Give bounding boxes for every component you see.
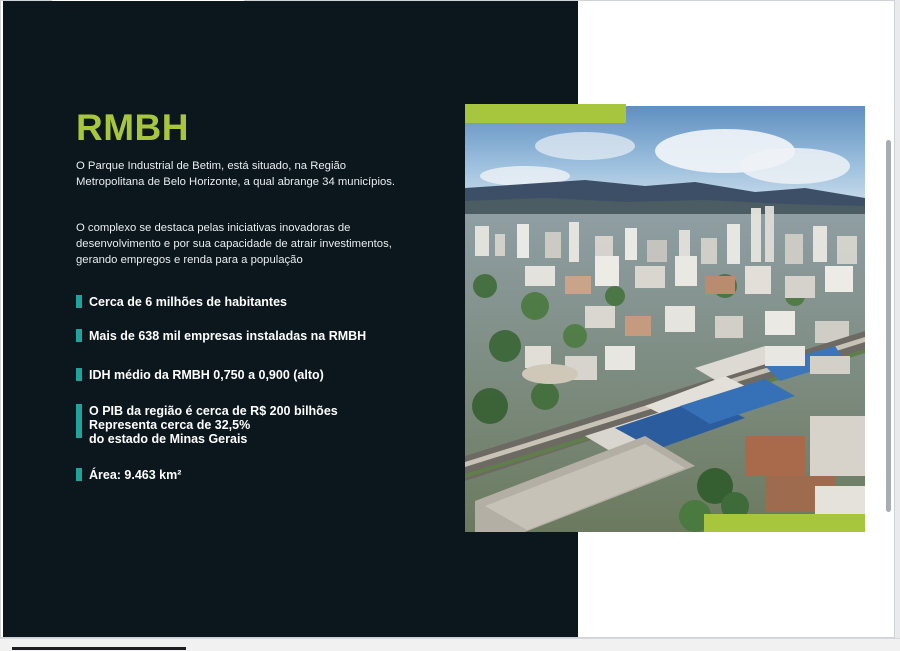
bullet-marker — [76, 295, 82, 308]
bullet-marker — [76, 329, 82, 342]
city-illustration — [465, 106, 865, 532]
bullet-marker — [76, 468, 82, 481]
bullet-marker — [76, 404, 82, 438]
bullet-companies — [76, 329, 366, 343]
bullet-text: IDH médio da RMBH 0,750 a 0,900 (alto) — [89, 368, 324, 382]
aerial-city-photo — [465, 106, 865, 532]
bullet-text: Área: 9.463 km² — [89, 468, 182, 482]
accent-bar-top — [465, 104, 626, 123]
bullet-area — [76, 468, 181, 482]
bullet-text: O PIB da região é cerca de R$ 200 bilhões — [89, 404, 338, 418]
bullet-population — [76, 295, 287, 309]
bullet-text: do estado de Minas Gerais — [89, 432, 248, 446]
bullet-text-block — [89, 404, 338, 446]
slide-title: RMBH — [76, 107, 189, 148]
bullet-text: Cerca de 6 milhões de habitantes — [89, 295, 287, 309]
bullet-text: Representa cerca de 32,5% — [89, 418, 251, 432]
description-paragraph: O complexo se destaca pelas iniciativas inovadoras de desenvolvimento e por sua capacidade de atrair investimentos, gerando empregos e renda para a população — [76, 222, 392, 266]
bullet-text: Mais de 638 mil empresas instaladas na RMBH — [89, 329, 367, 343]
accent-bar-bottom — [704, 514, 865, 532]
bullet-pib — [76, 404, 338, 446]
vertical-scrollbar[interactable] — [886, 140, 891, 512]
bullet-idh — [76, 368, 324, 382]
intro-paragraph: O Parque Industrial de Betim, está situado, na Região Metropolitana de Belo Horizonte, a qual abrange 34 municípios. — [76, 160, 396, 188]
bullet-marker — [76, 368, 82, 381]
